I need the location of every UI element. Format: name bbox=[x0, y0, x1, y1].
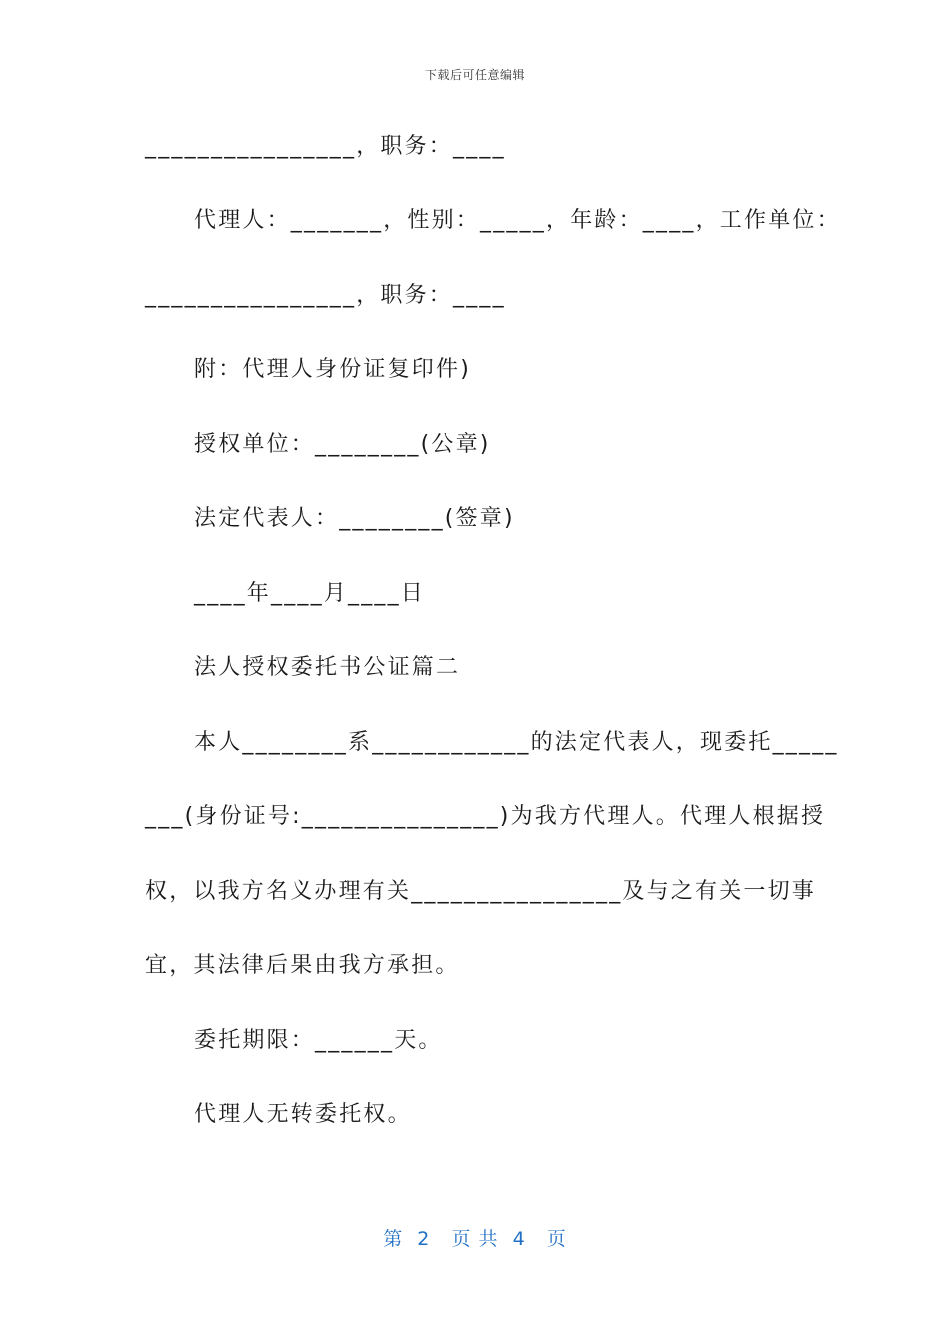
text-line-date: ____年____月____日 bbox=[194, 581, 426, 606]
text-line-legal-rep: 法定代表人：________(签章) bbox=[194, 506, 515, 531]
text-line-term: 委托期限：______天。 bbox=[194, 1028, 443, 1053]
text-line-officer-position: ________________，职务：____ bbox=[145, 134, 506, 159]
section-heading-part-two: 法人授权委托书公证篇二 bbox=[194, 655, 461, 680]
page-header-note: 下载后可任意编辑 bbox=[424, 68, 525, 82]
text-line-paragraph-4: 宜，其法律后果由我方承担。 bbox=[145, 953, 460, 978]
text-line-agent-position: ________________，职务：____ bbox=[145, 283, 506, 308]
text-line-agent-info: 代理人：_______，性别：_____，年龄：____，工作单位： bbox=[194, 208, 841, 233]
text-line-authorizing-unit: 授权单位：________(公章) bbox=[194, 432, 491, 457]
text-line-paragraph-2: ___(身份证号:_______________)为我方代理人。代理人根据授 bbox=[145, 804, 826, 829]
text-line-no-sub-delegation: 代理人无转委托权。 bbox=[194, 1102, 412, 1127]
text-line-paragraph-3: 权，以我方名义办理有关________________及与之有关一切事 bbox=[145, 879, 817, 904]
text-line-paragraph-1: 本人________系____________的法定代表人，现委托_____ bbox=[194, 730, 839, 755]
page-number-footer: 第 2 页 共 4 页 bbox=[383, 1228, 567, 1250]
text-line-attachment: 附：代理人身份证复印件) bbox=[194, 357, 471, 382]
